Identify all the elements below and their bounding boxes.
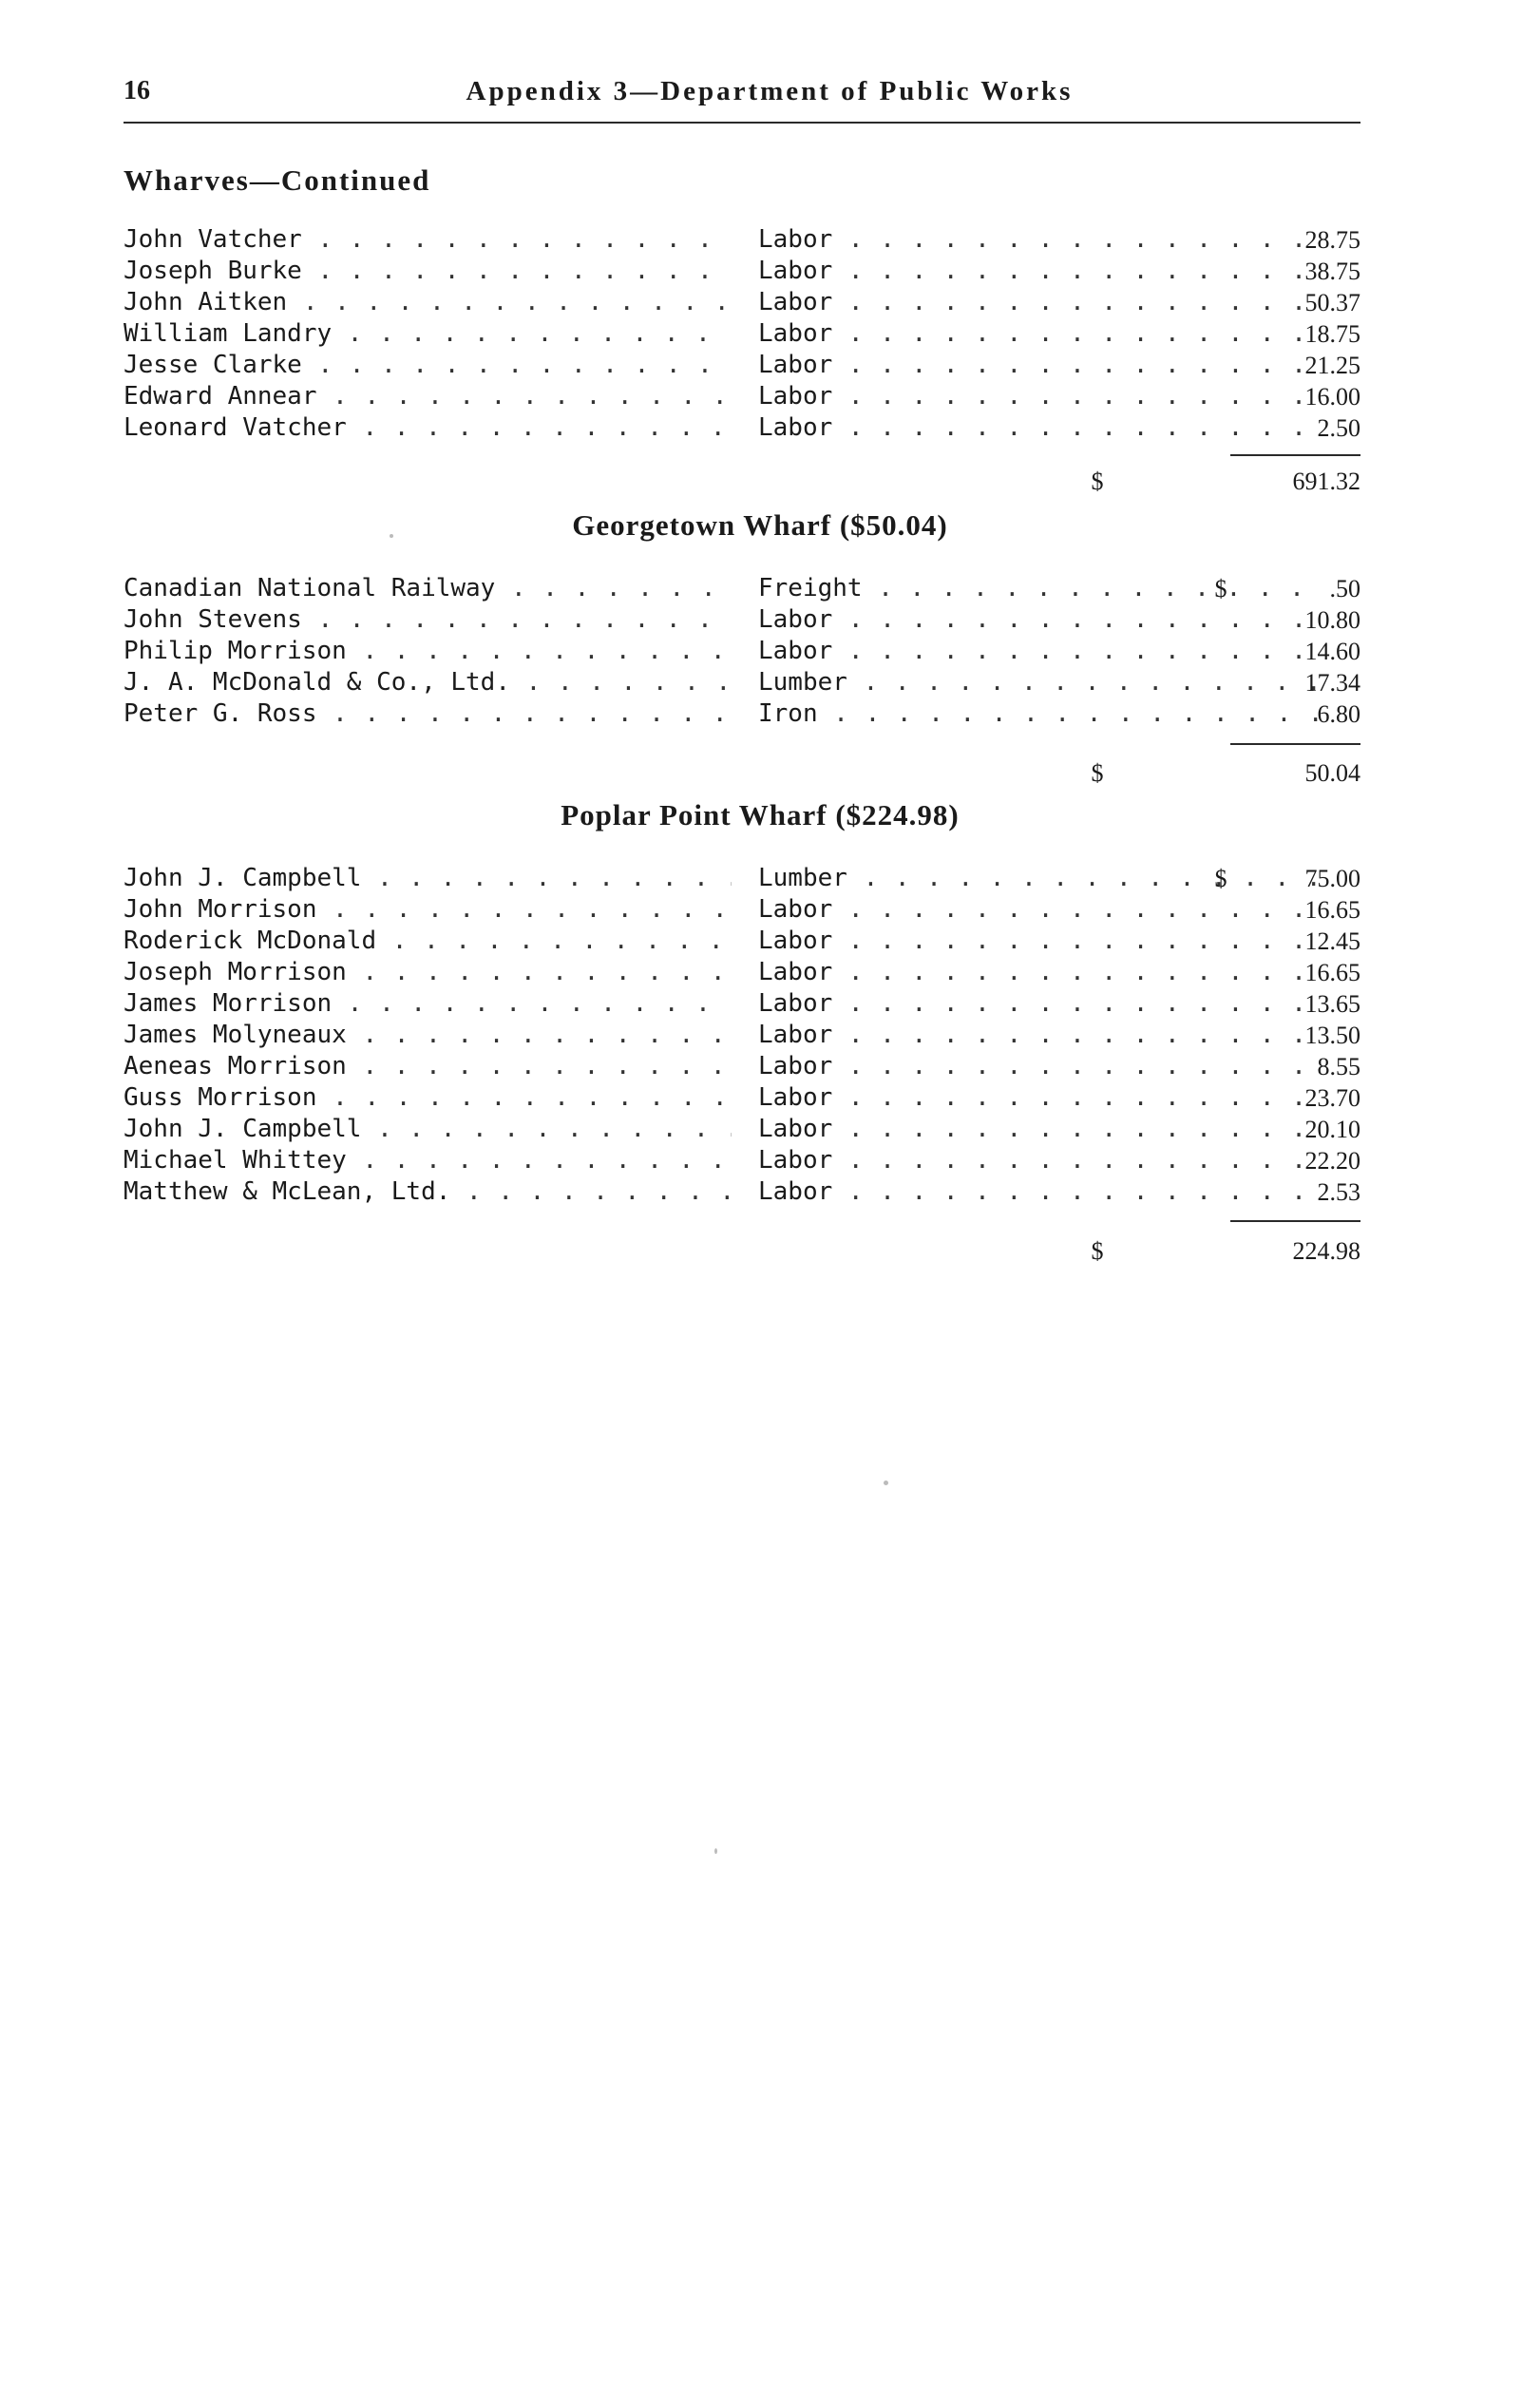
payee-name: Roderick McDonald . . .	[124, 926, 732, 957]
expense-item: Labor . . .	[758, 224, 1319, 256]
amount: 22.20	[1304, 1147, 1360, 1175]
amount: 16.65	[1304, 896, 1360, 924]
amount: 10.80	[1304, 606, 1360, 634]
table-row	[124, 412, 1360, 444]
expense-item: Labor . . .	[758, 957, 1319, 988]
table-row	[124, 287, 1360, 318]
payee-name: Guss Morrison . . .	[124, 1082, 732, 1114]
payee-name: J. A. McDonald & Co., Ltd. . . .	[124, 667, 732, 698]
expense-item: Labor . . .	[758, 1051, 1319, 1082]
amount: 6.80	[1317, 700, 1360, 728]
table-row	[124, 698, 1360, 730]
payee-name: John Vatcher . . .	[124, 224, 732, 256]
dollar-sign: $	[1091, 468, 1104, 495]
payee-name: Philip Morrison . . .	[124, 636, 732, 667]
expense-item: Labor . . .	[758, 318, 1319, 350]
amount: 75.00	[1304, 865, 1360, 892]
table-row	[124, 988, 1360, 1020]
payee-name: William Landry . . .	[124, 318, 732, 350]
expense-item: Labor . . .	[758, 287, 1319, 318]
amount: 50.37	[1304, 289, 1360, 316]
payee-name: John J. Campbell . . .	[124, 1114, 732, 1145]
total-rule	[1230, 1220, 1360, 1222]
expense-item: Iron . . .	[758, 698, 1319, 730]
expense-item: Lumber . . .	[758, 863, 1319, 894]
payee-name: John Morrison . . .	[124, 894, 732, 926]
section-total	[1083, 1235, 1360, 1267]
table-row	[124, 1176, 1360, 1208]
payee-name: Jesse Clarke . . .	[124, 350, 732, 381]
payee-name: James Molyneaux . . .	[124, 1020, 732, 1051]
amount: 16.65	[1304, 959, 1360, 986]
expense-item: Labor . . .	[758, 1145, 1319, 1176]
expense-item: Lumber . . .	[758, 667, 1319, 698]
payee-name: Michael Whittey . . .	[124, 1145, 732, 1176]
amount: 16.00	[1304, 383, 1360, 411]
table-row	[124, 1082, 1360, 1114]
table-row	[124, 318, 1360, 350]
table-row	[124, 604, 1360, 636]
payee-name: Aeneas Morrison . . .	[124, 1051, 732, 1082]
expense-item: Labor . . .	[758, 256, 1319, 287]
dollar-sign: $	[1214, 575, 1227, 602]
scan-speck	[884, 1481, 888, 1485]
running-title: Appendix 3—Department of Public Works	[466, 76, 1074, 106]
section-heading-poplar-point: Poplar Point Wharf ($224.98)	[561, 798, 960, 831]
expense-item: Labor . . .	[758, 1020, 1319, 1051]
amount: 38.75	[1304, 258, 1360, 285]
table-row	[124, 926, 1360, 957]
expense-item: Labor . . .	[758, 381, 1319, 412]
expense-item: Freight . . .	[758, 573, 1319, 604]
table-row	[124, 1145, 1360, 1176]
total-rule	[1230, 454, 1360, 456]
page-header	[124, 70, 1360, 124]
amount: 13.65	[1304, 990, 1360, 1018]
amount: .50	[1329, 575, 1360, 602]
table-row	[124, 1051, 1360, 1082]
table-row	[124, 636, 1360, 667]
amount: 12.45	[1304, 927, 1360, 955]
amount: 23.70	[1304, 1084, 1360, 1112]
amount: 21.25	[1304, 352, 1360, 379]
payee-name: Edward Annear . . .	[124, 381, 732, 412]
payee-name: John J. Campbell . . .	[124, 863, 732, 894]
payee-name: Joseph Burke . . .	[124, 256, 732, 287]
section-heading-georgetown: Georgetown Wharf ($50.04)	[572, 508, 948, 542]
expense-item: Labor . . .	[758, 1176, 1319, 1208]
table-row	[124, 957, 1360, 988]
table-row	[124, 350, 1360, 381]
dollar-sign: $	[1091, 1237, 1104, 1265]
expense-item: Labor . . .	[758, 604, 1319, 636]
total-amount: 224.98	[1292, 1237, 1360, 1265]
amount: 13.50	[1304, 1022, 1360, 1049]
scan-speck	[390, 534, 393, 538]
section-heading-wharves: Wharves—Continued	[124, 163, 431, 197]
section-total	[1083, 466, 1360, 497]
table-row	[124, 863, 1360, 894]
total-amount: 691.32	[1292, 468, 1360, 495]
section-total	[1083, 757, 1360, 789]
amount: 2.50	[1317, 414, 1360, 442]
expense-item: Labor . . .	[758, 1082, 1319, 1114]
payee-name: John Aitken . . .	[124, 287, 732, 318]
payee-name: Leonard Vatcher . . .	[124, 412, 732, 444]
amount: 14.60	[1304, 638, 1360, 665]
payee-name: Matthew & McLean, Ltd. . . .	[124, 1176, 732, 1208]
table-row	[124, 1114, 1360, 1145]
payee-name: Canadian National Railway . . .	[124, 573, 732, 604]
amount: 8.55	[1317, 1053, 1360, 1080]
table-row	[124, 1020, 1360, 1051]
expense-item: Labor . . .	[758, 894, 1319, 926]
table-row	[124, 224, 1360, 256]
table-row	[124, 667, 1360, 698]
expense-item: Labor . . .	[758, 926, 1319, 957]
dollar-sign: $	[1214, 865, 1227, 892]
table-row	[124, 894, 1360, 926]
payee-name: Joseph Morrison . . .	[124, 957, 732, 988]
payee-name: James Morrison . . .	[124, 988, 732, 1020]
amount: 18.75	[1304, 320, 1360, 348]
table-row	[124, 256, 1360, 287]
expense-item: Labor . . .	[758, 988, 1319, 1020]
amount: 20.10	[1304, 1116, 1360, 1143]
amount: 2.53	[1317, 1178, 1360, 1206]
payee-name: Peter G. Ross . . .	[124, 698, 732, 730]
page-number: 16	[124, 76, 150, 105]
payee-name: John Stevens . . .	[124, 604, 732, 636]
expense-item: Labor . . .	[758, 636, 1319, 667]
total-rule	[1230, 743, 1360, 745]
scan-speck	[714, 1848, 717, 1854]
table-row	[124, 573, 1360, 604]
amount: 17.34	[1304, 669, 1360, 697]
expense-item: Labor . . .	[758, 412, 1319, 444]
total-amount: 50.04	[1304, 759, 1360, 787]
expense-item: Labor . . .	[758, 350, 1319, 381]
table-row	[124, 381, 1360, 412]
dollar-sign: $	[1091, 759, 1104, 787]
amount: 28.75	[1304, 226, 1360, 254]
expense-item: Labor . . .	[758, 1114, 1319, 1145]
